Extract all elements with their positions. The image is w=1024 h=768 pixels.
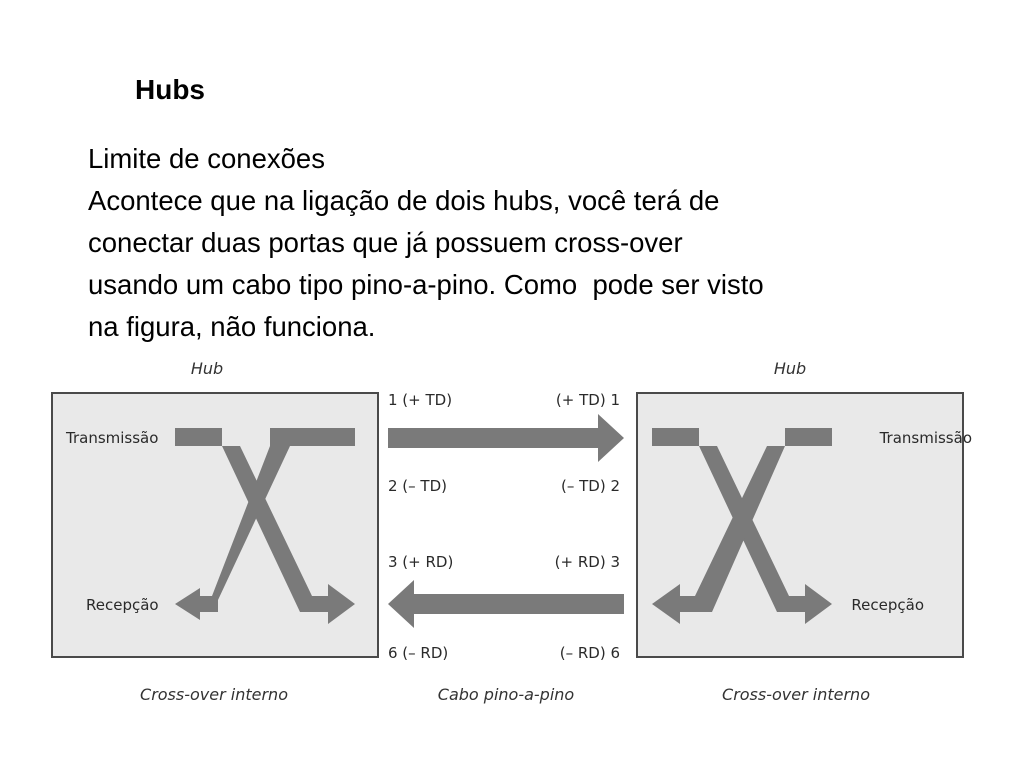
slide-title: Hubs bbox=[135, 74, 205, 105]
pin-left-3: 3 (+ RD) bbox=[388, 553, 454, 571]
left-hub-title: Hub bbox=[190, 359, 224, 378]
cable bbox=[388, 391, 624, 704]
pin-left-1: 1 (+ TD) bbox=[388, 391, 453, 409]
pin-right-2: (– TD) 2 bbox=[561, 477, 620, 495]
body-line: na figura, não funciona. bbox=[88, 311, 376, 342]
left-hub-caption: Cross-over interno bbox=[140, 685, 288, 704]
right-receive-label: Recepção bbox=[851, 596, 924, 614]
pin-right-3: (+ RD) 3 bbox=[554, 553, 620, 571]
right-transmit-label: Transmissão bbox=[879, 429, 972, 447]
right-hub bbox=[637, 359, 972, 704]
body-line: Acontece que na ligação de dois hubs, você terá de bbox=[88, 185, 720, 216]
left-transmit-label: Transmissão bbox=[66, 429, 159, 447]
pin-left-2: 2 (– TD) bbox=[388, 477, 447, 495]
right-hub-title: Hub bbox=[773, 359, 807, 378]
body-line: usando um cabo tipo pino-a-pino. Como pode ser visto bbox=[88, 269, 764, 300]
left-hub bbox=[52, 359, 378, 704]
left-receive-label: Recepção bbox=[86, 596, 159, 614]
pin-left-4: 6 (– RD) bbox=[388, 644, 449, 662]
pin-right-4: (– RD) 6 bbox=[559, 644, 620, 662]
tx-arrow bbox=[388, 414, 624, 462]
pin-right-1: (+ TD) 1 bbox=[555, 391, 620, 409]
cable-caption: Cabo pino-a-pino bbox=[437, 685, 575, 704]
body-line: Limite de conexões bbox=[88, 143, 325, 174]
rx-arrow bbox=[388, 580, 624, 628]
body-line: conectar duas portas que já possuem cross-over bbox=[88, 227, 683, 258]
right-hub-caption: Cross-over interno bbox=[722, 685, 870, 704]
